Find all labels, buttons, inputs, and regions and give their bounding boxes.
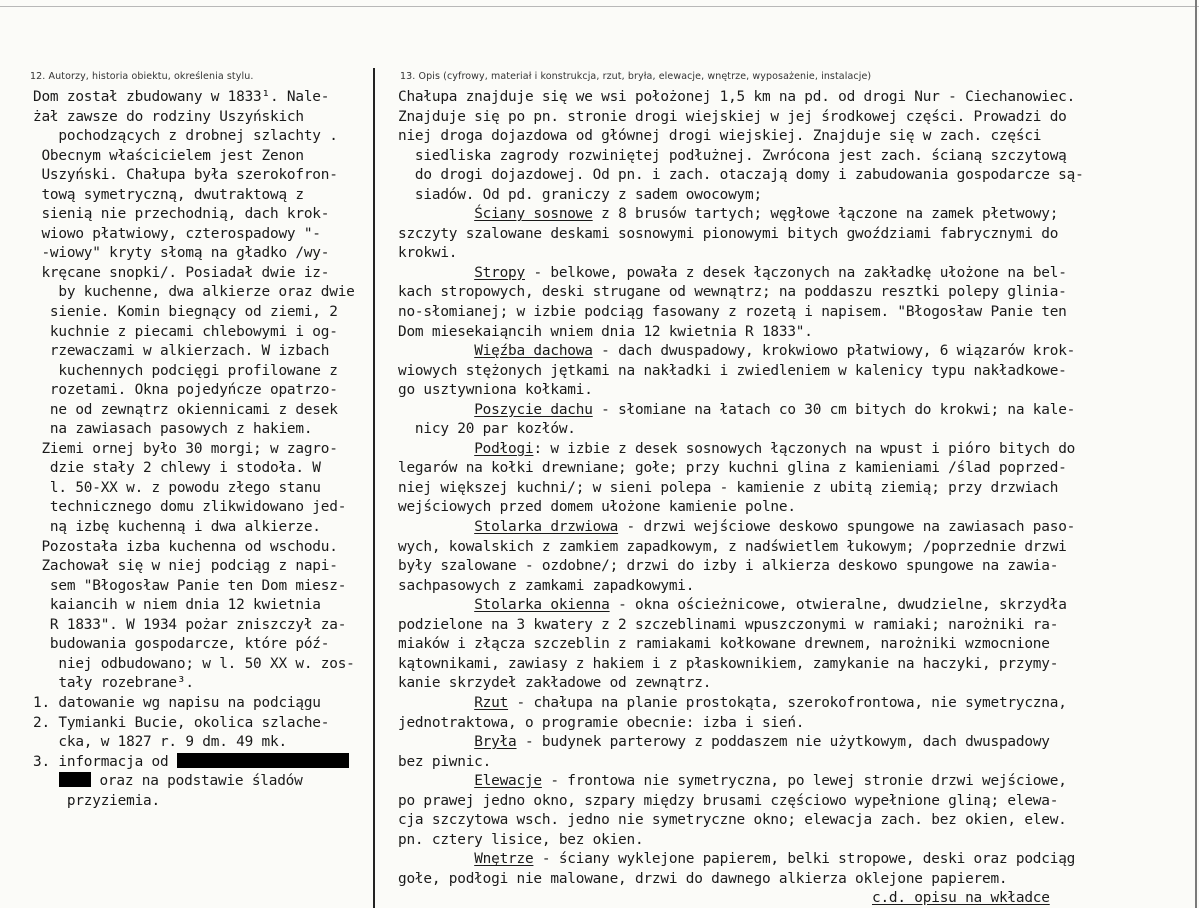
- description-line: niej droga dojazdowa od głównej drogi wiejskiej. Znajduje się w zach. części: [398, 128, 1042, 145]
- history-line: rzewaczami w alkierzach. W izbach: [33, 343, 330, 360]
- description-line: kach stropowych, deski strugane od wewnątrz; na poddaszu resztki polepy glinia-: [398, 284, 1067, 301]
- history-line: by kuchenne, dwa alkierze oraz dwie: [33, 284, 355, 301]
- section-heading-line: Ściany sosnowe z 8 brusów tartych; węgłowe łączone na zamek płetwowy;: [474, 206, 1059, 223]
- description-column: [398, 88, 1188, 909]
- section-heading-line: Rzut - chałupa na planie prostokąta, szerokofrontowa, nie symetryczna,: [474, 694, 1067, 711]
- description-line: go usztywniona kołkami.: [398, 382, 593, 399]
- section-heading: Wnętrze: [474, 851, 534, 868]
- description-line: no-słomianej; w izbie podciąg fasowany z rozetą i napisem. "Błogosław Panie ten: [398, 304, 1067, 321]
- description-line: siedliska zagrody rozwiniętej podłużnej. Zwrócona jest zach. ścianą szczytową: [398, 147, 1067, 164]
- section-heading: Stolarka okienna: [474, 597, 610, 614]
- page-right-edge: [1195, 0, 1197, 908]
- history-column: [33, 88, 373, 811]
- history-line: na zawiasach pasowych z hakiem.: [33, 421, 313, 438]
- description-line: po prawej jedno okno, szpary między brusami częściowo wypełnione gliną; elewa-: [398, 792, 1059, 809]
- section-heading: Elewacje: [474, 773, 542, 790]
- description-line: kątownikami, zawiasy z hakiem i z płaskownikiem, zamykanie na haczyki, przymy-: [398, 655, 1059, 672]
- section-heading-line: Podłogi: w izbie z desek sosnowych łączonych na wpust i pióro bitych do: [474, 440, 1076, 457]
- section-heading: Poszycie dachu: [474, 401, 593, 418]
- history-line: Ziemi ornej było 30 morgi; w zagro-: [33, 440, 338, 457]
- history-line: Zachował się w niej podciąg z napi-: [33, 558, 338, 575]
- history-line: kuchnie z piecami chlebowymi i og-: [33, 323, 338, 340]
- history-line: ną izbę kuchenną i dwa alkierze.: [33, 519, 321, 536]
- description-line: gołe, podłogi nie malowane, drzwi do dawnego alkierza oklejone papierem.: [398, 870, 1008, 887]
- section-heading-line: Wnętrze - ściany wyklejone papierem, belki stropowe, deski oraz podciąg: [474, 851, 1076, 868]
- section-heading: Ściany sosnowe: [474, 206, 593, 223]
- section-12-header: 12. Autorzy, historia obiektu, określenia stylu.: [30, 71, 254, 82]
- history-line: żał zawsze do rodziny Uszyńskich: [33, 108, 304, 125]
- footnote-line: przyziemia.: [33, 792, 160, 809]
- footnote-line: oraz na podstawie śladów: [33, 772, 373, 792]
- description-line: do drogi dojazdowej. Od pn. i zach. otaczają domy i zabudowania gospodarcze są-: [398, 167, 1084, 184]
- description-line: kanie skrzydeł zakładowe od zewnątrz.: [398, 675, 712, 692]
- history-line: niej odbudowano; w l. 50 XX w. zos-: [33, 655, 355, 672]
- section-heading-line: Stolarka drzwiowa - drzwi wejściowe deskowo spungowe na zawiasach paso-: [474, 519, 1076, 536]
- column-divider: [373, 68, 375, 908]
- footnote-line: cka, w 1827 r. 9 dm. 49 mk.: [33, 734, 287, 751]
- description-line: jednotraktowa, o programie obecnie: izba i sień.: [398, 714, 805, 731]
- history-line: dzie stały 2 chlewy i stodoła. W: [33, 460, 321, 477]
- description-line: cja szczytowa wsch. jedno nie symetryczne okno; elewacja zach. bez okien, elew.: [398, 812, 1067, 829]
- description-line: pn. cztery lisice, bez okien.: [398, 831, 644, 848]
- description-line: siadów. Od pd. graniczy z sadem owocowym;: [398, 186, 762, 203]
- history-line: tową symetryczną, dwutraktową z: [33, 186, 304, 203]
- description-line: bez piwnic.: [398, 753, 492, 770]
- history-line: R 1833". W 1934 pożar zniszczył za-: [33, 616, 347, 633]
- section-heading: Podłogi: [474, 440, 534, 457]
- description-line: niej większej kuchni/; w sieni polepa - kamienie z ubitą ziemią; przy drzwiach: [398, 479, 1059, 496]
- description-line: wych, kowalskich z zamkiem zapadkowym, z nadświetlem łukowym; /poprzednie drzwi: [398, 538, 1067, 555]
- footnote-line: 1. datowanie wg napisu na podciągu: [33, 694, 321, 711]
- section-heading-line: Poszycie dachu - słomiane na łatach co 30 cm bitych do krokwi; na kale-: [474, 401, 1076, 418]
- description-line: nicy 20 par kozłów.: [398, 421, 576, 438]
- history-line: -wiowy" kryty słomą na gładko /wy-: [33, 245, 330, 262]
- history-line: ne od zewnątrz okiennicami z desek: [33, 401, 338, 418]
- redaction-bar: [59, 772, 91, 787]
- section-heading-line: Bryła - budynek parterowy z poddaszem nie użytkowym, dach dwuspadowy: [474, 734, 1050, 751]
- description-line: miaków i złącza szczeblin z ramiakami kołkowane drewnem, narożniki wzmocnione: [398, 636, 1050, 653]
- history-line: Uszyński. Chałupa była szerokofron-: [33, 167, 338, 184]
- section-heading: Więźba dachowa: [474, 343, 593, 360]
- top-border-line: [0, 6, 1199, 7]
- description-line: krokwi.: [398, 245, 458, 262]
- section-heading: Rzut: [474, 694, 509, 711]
- description-line: szczyty szalowane deskami sosnowymi pionowymi bitych gwoździami fabrycznymi do: [398, 225, 1059, 242]
- history-line: l. 50-XX w. z powodu złego stanu: [33, 479, 321, 496]
- section-heading: Bryła: [474, 734, 517, 751]
- history-line: Pozostała izba kuchenna od wschodu.: [33, 538, 338, 555]
- section-heading-line: Więźba dachowa - dach dwuspadowy, krokwiowo płatwiowy, 6 wiązarów krok-: [474, 343, 1076, 360]
- history-line: kaiancih w niem dnia 12 kwietnia: [33, 597, 321, 614]
- history-line: Dom został zbudowany w 1833¹. Nale-: [33, 89, 330, 105]
- history-line: kuchennych podcięgi profilowane z: [33, 362, 338, 379]
- section-heading: c.d. opisu na wkładce: [871, 890, 1050, 907]
- history-line: budowania gospodarcze, które póź-: [33, 636, 330, 653]
- section-heading-line: [398, 889, 1188, 909]
- description-line: Znajduje się po pn. stronie drogi wiejskiej w jej środkowej części. Prowadzi do: [398, 108, 1067, 125]
- footnote-line: 2. Tymianki Bucie, okolica szlache-: [33, 714, 330, 731]
- history-line: wiowo płatwiowy, czterospadowy "-: [33, 225, 321, 242]
- history-line: rozetami. Okna pojedyńcze opatrzo-: [33, 382, 338, 399]
- description-line: podzielone na 3 kwatery z 2 szczeblinami wpuszczonymi w ramiaki; narożniki ra-: [398, 616, 1059, 633]
- footnote-line: 3. informacja od: [33, 753, 373, 773]
- description-line: Chałupa znajduje się we wsi położonej 1,5 km na pd. od drogi Nur - Ciechanowiec.: [398, 89, 1076, 105]
- section-heading-line: Stolarka okienna - okna ościeżnicowe, otwieralne, dwudzielne, skrzydła: [474, 597, 1067, 614]
- history-line: sem "Błogosław Panie ten Dom miesz-: [33, 577, 347, 594]
- section-13-header: 13. Opis (cyfrowy, materiał i konstrukcja, rzut, bryła, elewacje, wnętrze, wyposażenie, instalacje): [400, 71, 872, 82]
- history-line: pochodzących z drobnej szlachty .: [33, 128, 338, 145]
- history-line: kręcane snopki/. Posiadał dwie iz-: [33, 264, 330, 281]
- history-line: technicznego domu zlikwidowano jed-: [33, 499, 347, 516]
- section-heading: Stolarka drzwiowa: [474, 519, 619, 536]
- description-line: wiowych stężonych jętkami na nakładki i zwiedleniem w kalenicy typu nakładkowe-: [398, 362, 1067, 379]
- description-line: sachpasowych z zamkami zapadkowymi.: [398, 577, 695, 594]
- description-line: były szalowane - ozdobne/; drzwi do izby i alkierza deskowo spungowe na zawia-: [398, 558, 1059, 575]
- description-line: legarów na kołki drewniane; gołe; przy kuchni glina z kamieniami /ślad poprzed-: [398, 460, 1067, 477]
- history-line: sienie. Komin biegnący od ziemi, 2: [33, 304, 338, 321]
- history-line: tały rozebrane³.: [33, 675, 194, 692]
- history-line: Obecnym właścicielem jest Zenon: [33, 147, 304, 164]
- redaction-bar: [177, 753, 349, 768]
- section-heading-line: Stropy - belkowe, powała z desek łączonych na zakładkę ułożone na bel-: [474, 264, 1067, 281]
- description-line: Dom miesekaiąncih wniem dnia 12 kwietnia R 1833".: [398, 323, 813, 340]
- section-heading: Stropy: [474, 264, 525, 281]
- description-line: wejściowych przed domem ułożone kamienie polne.: [398, 499, 796, 516]
- section-heading-line: Elewacje - frontowa nie symetryczna, po lewej stronie drzwi wejściowe,: [474, 773, 1067, 790]
- history-line: sienią nie przechodnią, dach krok-: [33, 206, 330, 223]
